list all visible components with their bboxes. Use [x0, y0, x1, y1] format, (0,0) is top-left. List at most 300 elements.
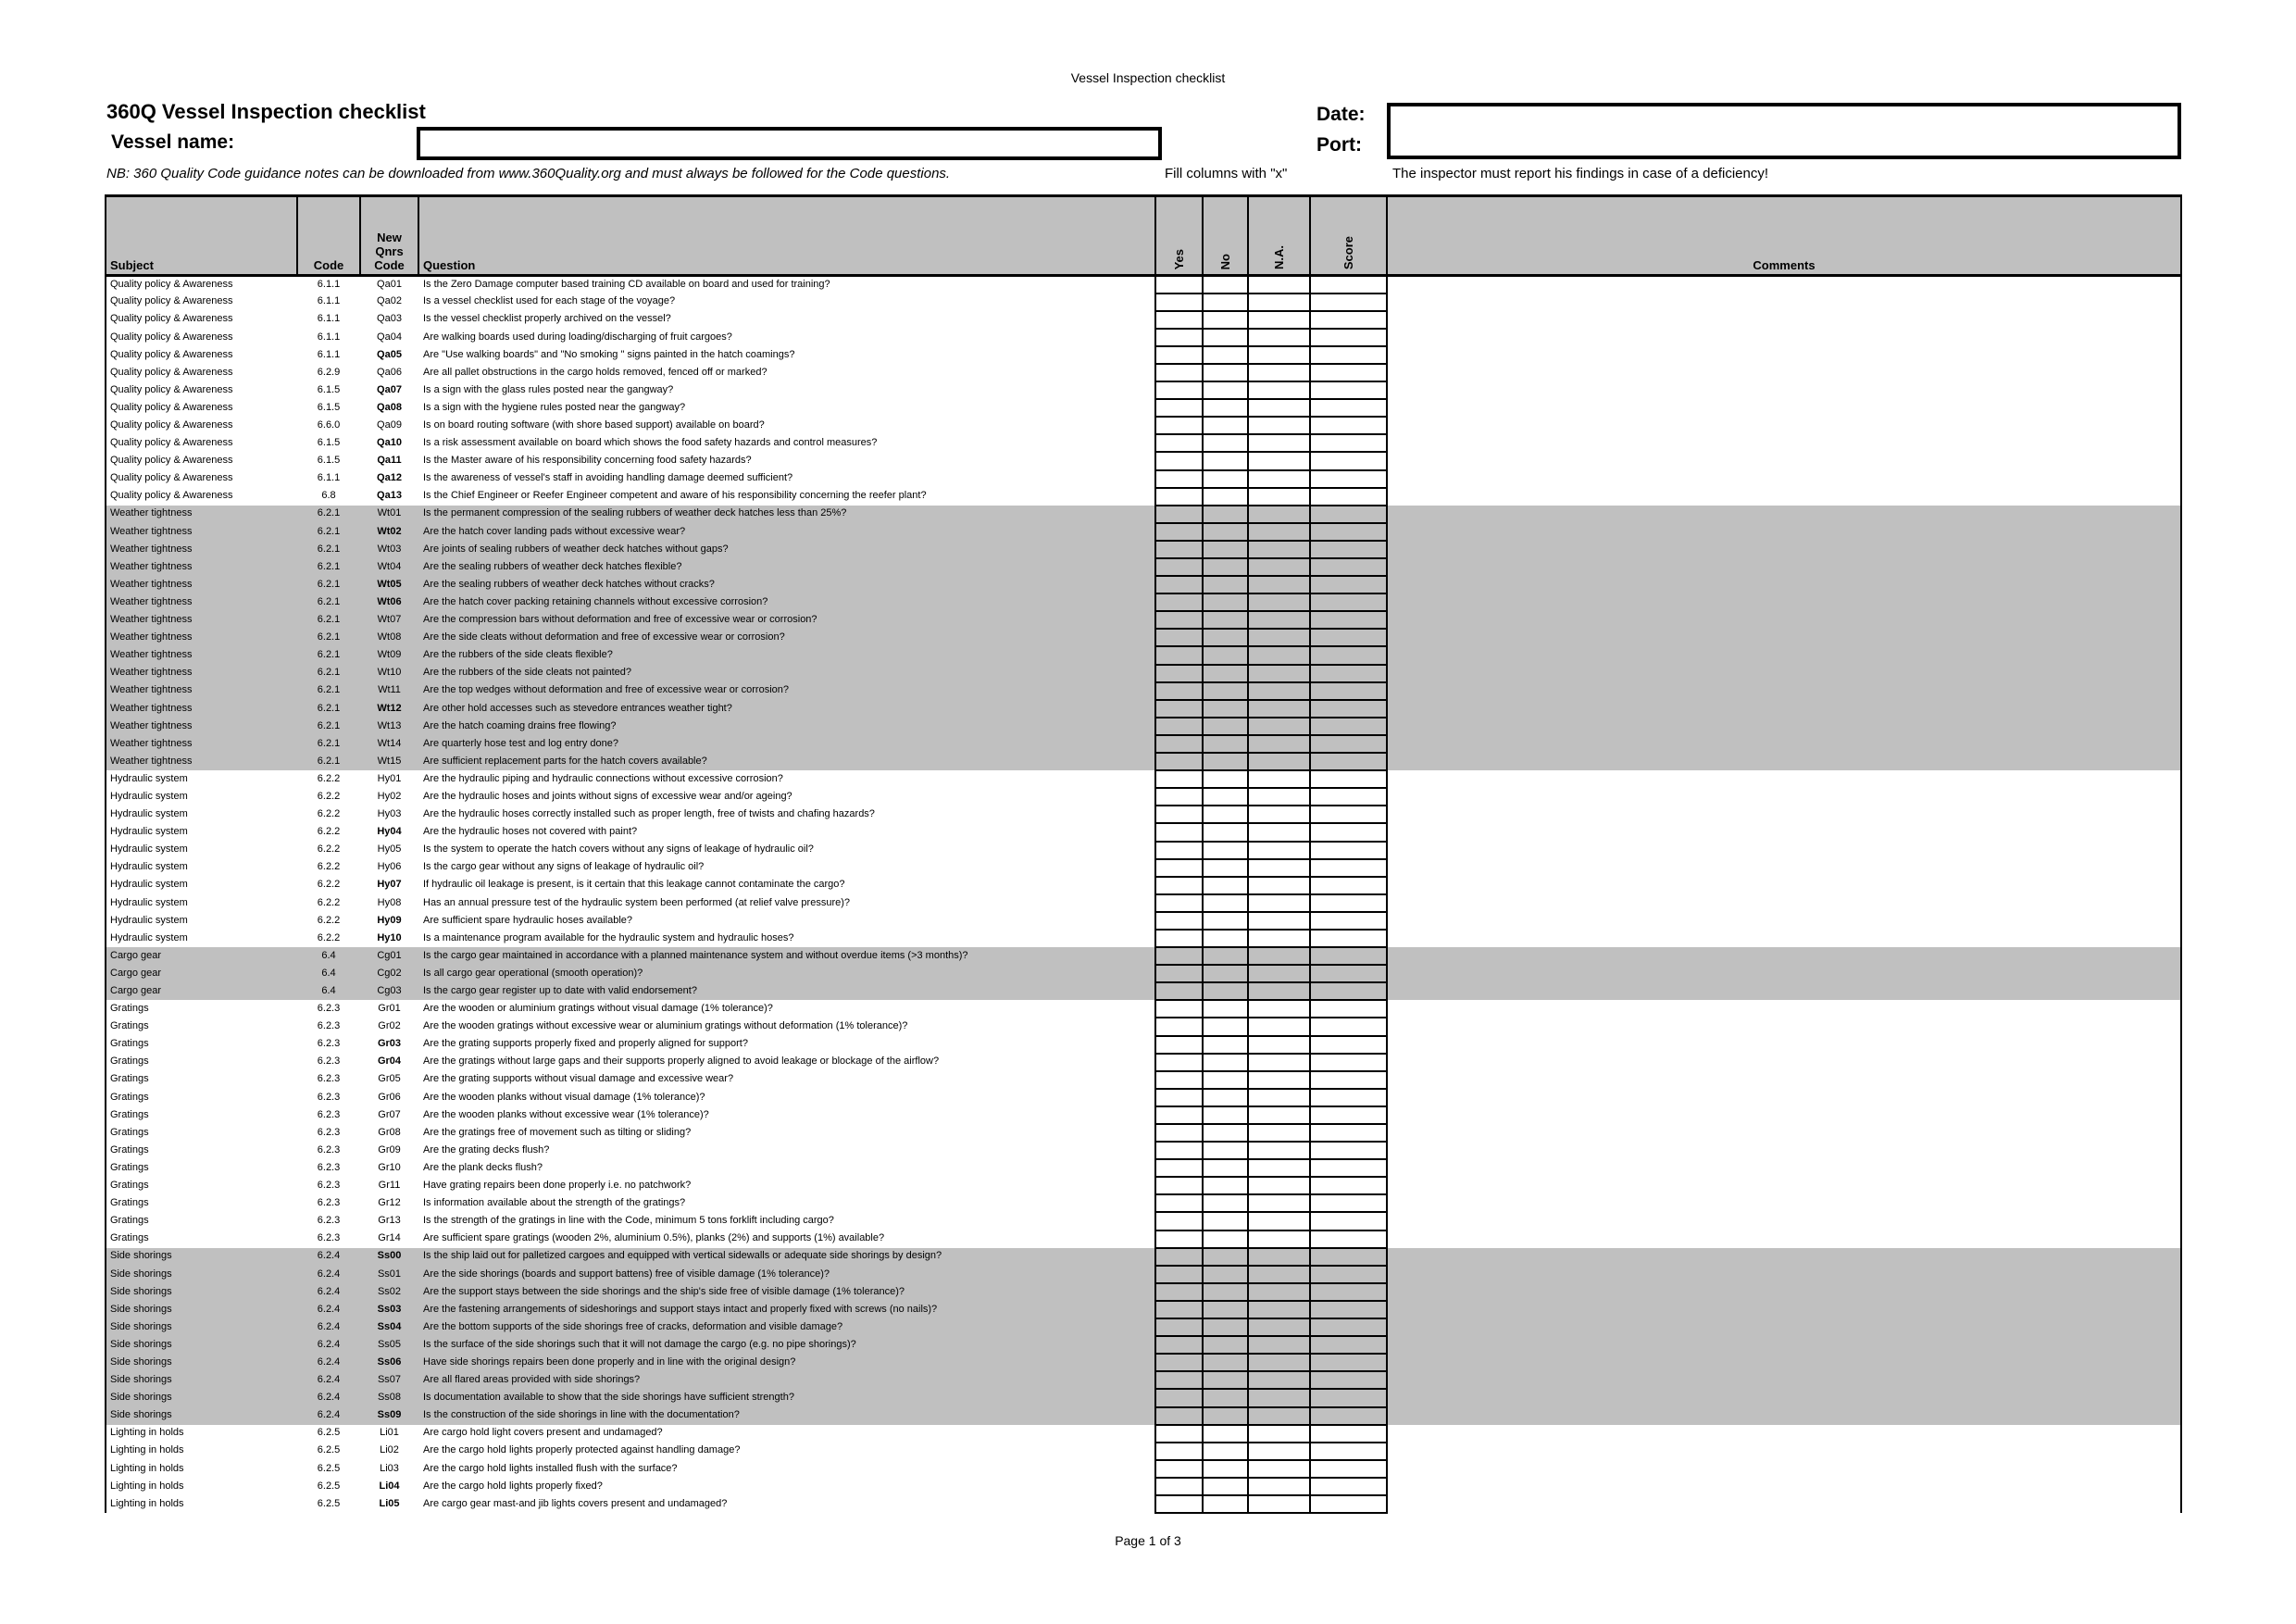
score-cell[interactable] — [1310, 276, 1387, 294]
comment-cell[interactable] — [1387, 965, 2181, 982]
yes-cell[interactable] — [1155, 1212, 1203, 1230]
comment-cell[interactable] — [1387, 1371, 2181, 1389]
no-cell[interactable] — [1203, 1036, 1248, 1054]
yes-cell[interactable] — [1155, 1318, 1203, 1336]
comment-cell[interactable] — [1387, 770, 2181, 788]
yes-cell[interactable] — [1155, 1142, 1203, 1159]
na-cell[interactable] — [1248, 1124, 1310, 1142]
na-cell[interactable] — [1248, 1407, 1310, 1425]
na-cell[interactable] — [1248, 735, 1310, 753]
comment-cell[interactable] — [1387, 1301, 2181, 1318]
no-cell[interactable] — [1203, 806, 1248, 823]
score-cell[interactable] — [1310, 1425, 1387, 1443]
comment-cell[interactable] — [1387, 718, 2181, 735]
comment-cell[interactable] — [1387, 434, 2181, 452]
yes-cell[interactable] — [1155, 682, 1203, 700]
yes-cell[interactable] — [1155, 1177, 1203, 1194]
na-cell[interactable] — [1248, 877, 1310, 894]
score-cell[interactable] — [1310, 381, 1387, 399]
score-cell[interactable] — [1310, 877, 1387, 894]
no-cell[interactable] — [1203, 417, 1248, 434]
no-cell[interactable] — [1203, 381, 1248, 399]
na-cell[interactable] — [1248, 823, 1310, 841]
yes-cell[interactable] — [1155, 276, 1203, 294]
no-cell[interactable] — [1203, 700, 1248, 718]
comment-cell[interactable] — [1387, 646, 2181, 664]
no-cell[interactable] — [1203, 947, 1248, 965]
comment-cell[interactable] — [1387, 912, 2181, 930]
no-cell[interactable] — [1203, 1054, 1248, 1071]
na-cell[interactable] — [1248, 276, 1310, 294]
score-cell[interactable] — [1310, 523, 1387, 541]
no-cell[interactable] — [1203, 294, 1248, 311]
yes-cell[interactable] — [1155, 399, 1203, 417]
yes-cell[interactable] — [1155, 842, 1203, 859]
yes-cell[interactable] — [1155, 576, 1203, 593]
score-cell[interactable] — [1310, 1177, 1387, 1194]
score-cell[interactable] — [1310, 646, 1387, 664]
yes-cell[interactable] — [1155, 364, 1203, 381]
yes-cell[interactable] — [1155, 523, 1203, 541]
yes-cell[interactable] — [1155, 1407, 1203, 1425]
na-cell[interactable] — [1248, 753, 1310, 770]
comment-cell[interactable] — [1387, 894, 2181, 912]
date-port-input[interactable] — [1387, 103, 2181, 159]
score-cell[interactable] — [1310, 629, 1387, 646]
no-cell[interactable] — [1203, 329, 1248, 346]
score-cell[interactable] — [1310, 947, 1387, 965]
yes-cell[interactable] — [1155, 1000, 1203, 1018]
na-cell[interactable] — [1248, 417, 1310, 434]
score-cell[interactable] — [1310, 1142, 1387, 1159]
score-cell[interactable] — [1310, 1159, 1387, 1177]
na-cell[interactable] — [1248, 1460, 1310, 1478]
no-cell[interactable] — [1203, 1443, 1248, 1460]
yes-cell[interactable] — [1155, 381, 1203, 399]
comment-cell[interactable] — [1387, 1018, 2181, 1035]
score-cell[interactable] — [1310, 1336, 1387, 1354]
no-cell[interactable] — [1203, 541, 1248, 558]
comment-cell[interactable] — [1387, 877, 2181, 894]
na-cell[interactable] — [1248, 965, 1310, 982]
comment-cell[interactable] — [1387, 329, 2181, 346]
yes-cell[interactable] — [1155, 488, 1203, 506]
na-cell[interactable] — [1248, 982, 1310, 1000]
na-cell[interactable] — [1248, 541, 1310, 558]
yes-cell[interactable] — [1155, 629, 1203, 646]
comment-cell[interactable] — [1387, 842, 2181, 859]
no-cell[interactable] — [1203, 1301, 1248, 1318]
comment-cell[interactable] — [1387, 311, 2181, 329]
score-cell[interactable] — [1310, 1283, 1387, 1301]
comment-cell[interactable] — [1387, 1478, 2181, 1495]
comment-cell[interactable] — [1387, 558, 2181, 576]
yes-cell[interactable] — [1155, 1495, 1203, 1513]
score-cell[interactable] — [1310, 294, 1387, 311]
score-cell[interactable] — [1310, 788, 1387, 806]
comment-cell[interactable] — [1387, 806, 2181, 823]
comment-cell[interactable] — [1387, 682, 2181, 700]
no-cell[interactable] — [1203, 346, 1248, 364]
score-cell[interactable] — [1310, 735, 1387, 753]
na-cell[interactable] — [1248, 399, 1310, 417]
yes-cell[interactable] — [1155, 541, 1203, 558]
na-cell[interactable] — [1248, 364, 1310, 381]
no-cell[interactable] — [1203, 770, 1248, 788]
comment-cell[interactable] — [1387, 1106, 2181, 1124]
na-cell[interactable] — [1248, 1142, 1310, 1159]
score-cell[interactable] — [1310, 982, 1387, 1000]
comment-cell[interactable] — [1387, 1212, 2181, 1230]
score-cell[interactable] — [1310, 399, 1387, 417]
no-cell[interactable] — [1203, 629, 1248, 646]
comment-cell[interactable] — [1387, 1054, 2181, 1071]
score-cell[interactable] — [1310, 1054, 1387, 1071]
comment-cell[interactable] — [1387, 1142, 2181, 1159]
na-cell[interactable] — [1248, 452, 1310, 469]
comment-cell[interactable] — [1387, 947, 2181, 965]
na-cell[interactable] — [1248, 1071, 1310, 1089]
comment-cell[interactable] — [1387, 399, 2181, 417]
na-cell[interactable] — [1248, 1018, 1310, 1035]
na-cell[interactable] — [1248, 294, 1310, 311]
na-cell[interactable] — [1248, 718, 1310, 735]
no-cell[interactable] — [1203, 558, 1248, 576]
no-cell[interactable] — [1203, 1425, 1248, 1443]
na-cell[interactable] — [1248, 470, 1310, 488]
yes-cell[interactable] — [1155, 930, 1203, 947]
na-cell[interactable] — [1248, 629, 1310, 646]
yes-cell[interactable] — [1155, 665, 1203, 682]
no-cell[interactable] — [1203, 823, 1248, 841]
score-cell[interactable] — [1310, 1124, 1387, 1142]
yes-cell[interactable] — [1155, 646, 1203, 664]
score-cell[interactable] — [1310, 894, 1387, 912]
comment-cell[interactable] — [1387, 1248, 2181, 1266]
score-cell[interactable] — [1310, 912, 1387, 930]
yes-cell[interactable] — [1155, 593, 1203, 611]
na-cell[interactable] — [1248, 682, 1310, 700]
no-cell[interactable] — [1203, 665, 1248, 682]
score-cell[interactable] — [1310, 1266, 1387, 1283]
na-cell[interactable] — [1248, 1425, 1310, 1443]
yes-cell[interactable] — [1155, 1389, 1203, 1406]
na-cell[interactable] — [1248, 523, 1310, 541]
no-cell[interactable] — [1203, 1478, 1248, 1495]
na-cell[interactable] — [1248, 1089, 1310, 1106]
yes-cell[interactable] — [1155, 947, 1203, 965]
yes-cell[interactable] — [1155, 1443, 1203, 1460]
no-cell[interactable] — [1203, 1018, 1248, 1035]
comment-cell[interactable] — [1387, 523, 2181, 541]
yes-cell[interactable] — [1155, 1248, 1203, 1266]
no-cell[interactable] — [1203, 1106, 1248, 1124]
yes-cell[interactable] — [1155, 294, 1203, 311]
na-cell[interactable] — [1248, 859, 1310, 877]
no-cell[interactable] — [1203, 1318, 1248, 1336]
score-cell[interactable] — [1310, 593, 1387, 611]
comment-cell[interactable] — [1387, 1283, 2181, 1301]
score-cell[interactable] — [1310, 488, 1387, 506]
na-cell[interactable] — [1248, 806, 1310, 823]
yes-cell[interactable] — [1155, 1054, 1203, 1071]
comment-cell[interactable] — [1387, 1318, 2181, 1336]
no-cell[interactable] — [1203, 1283, 1248, 1301]
yes-cell[interactable] — [1155, 434, 1203, 452]
score-cell[interactable] — [1310, 576, 1387, 593]
score-cell[interactable] — [1310, 930, 1387, 947]
no-cell[interactable] — [1203, 965, 1248, 982]
yes-cell[interactable] — [1155, 452, 1203, 469]
yes-cell[interactable] — [1155, 912, 1203, 930]
no-cell[interactable] — [1203, 1266, 1248, 1283]
no-cell[interactable] — [1203, 930, 1248, 947]
na-cell[interactable] — [1248, 1230, 1310, 1248]
yes-cell[interactable] — [1155, 806, 1203, 823]
no-cell[interactable] — [1203, 470, 1248, 488]
comment-cell[interactable] — [1387, 1266, 2181, 1283]
score-cell[interactable] — [1310, 823, 1387, 841]
comment-cell[interactable] — [1387, 1194, 2181, 1212]
comment-cell[interactable] — [1387, 1425, 2181, 1443]
score-cell[interactable] — [1310, 965, 1387, 982]
score-cell[interactable] — [1310, 1478, 1387, 1495]
comment-cell[interactable] — [1387, 364, 2181, 381]
comment-cell[interactable] — [1387, 276, 2181, 294]
comment-cell[interactable] — [1387, 488, 2181, 506]
score-cell[interactable] — [1310, 1248, 1387, 1266]
yes-cell[interactable] — [1155, 1230, 1203, 1248]
score-cell[interactable] — [1310, 1371, 1387, 1389]
na-cell[interactable] — [1248, 1248, 1310, 1266]
score-cell[interactable] — [1310, 842, 1387, 859]
yes-cell[interactable] — [1155, 1194, 1203, 1212]
na-cell[interactable] — [1248, 1036, 1310, 1054]
comment-cell[interactable] — [1387, 1089, 2181, 1106]
yes-cell[interactable] — [1155, 1266, 1203, 1283]
no-cell[interactable] — [1203, 1124, 1248, 1142]
comment-cell[interactable] — [1387, 753, 2181, 770]
no-cell[interactable] — [1203, 646, 1248, 664]
yes-cell[interactable] — [1155, 1425, 1203, 1443]
comment-cell[interactable] — [1387, 1177, 2181, 1194]
score-cell[interactable] — [1310, 1089, 1387, 1106]
yes-cell[interactable] — [1155, 417, 1203, 434]
no-cell[interactable] — [1203, 276, 1248, 294]
no-cell[interactable] — [1203, 1142, 1248, 1159]
vessel-name-input[interactable] — [417, 127, 1162, 160]
no-cell[interactable] — [1203, 399, 1248, 417]
no-cell[interactable] — [1203, 1460, 1248, 1478]
no-cell[interactable] — [1203, 523, 1248, 541]
na-cell[interactable] — [1248, 1354, 1310, 1371]
no-cell[interactable] — [1203, 434, 1248, 452]
score-cell[interactable] — [1310, 434, 1387, 452]
yes-cell[interactable] — [1155, 1089, 1203, 1106]
score-cell[interactable] — [1310, 346, 1387, 364]
score-cell[interactable] — [1310, 1212, 1387, 1230]
comment-cell[interactable] — [1387, 1443, 2181, 1460]
yes-cell[interactable] — [1155, 788, 1203, 806]
score-cell[interactable] — [1310, 1495, 1387, 1513]
yes-cell[interactable] — [1155, 823, 1203, 841]
na-cell[interactable] — [1248, 947, 1310, 965]
score-cell[interactable] — [1310, 1407, 1387, 1425]
na-cell[interactable] — [1248, 1443, 1310, 1460]
na-cell[interactable] — [1248, 912, 1310, 930]
score-cell[interactable] — [1310, 1230, 1387, 1248]
yes-cell[interactable] — [1155, 735, 1203, 753]
no-cell[interactable] — [1203, 1159, 1248, 1177]
comment-cell[interactable] — [1387, 823, 2181, 841]
na-cell[interactable] — [1248, 346, 1310, 364]
comment-cell[interactable] — [1387, 1389, 2181, 1406]
no-cell[interactable] — [1203, 1230, 1248, 1248]
comment-cell[interactable] — [1387, 1036, 2181, 1054]
no-cell[interactable] — [1203, 1495, 1248, 1513]
comment-cell[interactable] — [1387, 859, 2181, 877]
score-cell[interactable] — [1310, 1018, 1387, 1035]
score-cell[interactable] — [1310, 364, 1387, 381]
na-cell[interactable] — [1248, 558, 1310, 576]
no-cell[interactable] — [1203, 576, 1248, 593]
no-cell[interactable] — [1203, 859, 1248, 877]
comment-cell[interactable] — [1387, 1407, 2181, 1425]
no-cell[interactable] — [1203, 753, 1248, 770]
no-cell[interactable] — [1203, 1248, 1248, 1266]
no-cell[interactable] — [1203, 735, 1248, 753]
no-cell[interactable] — [1203, 842, 1248, 859]
no-cell[interactable] — [1203, 894, 1248, 912]
comment-cell[interactable] — [1387, 611, 2181, 629]
na-cell[interactable] — [1248, 1478, 1310, 1495]
na-cell[interactable] — [1248, 894, 1310, 912]
na-cell[interactable] — [1248, 611, 1310, 629]
comment-cell[interactable] — [1387, 576, 2181, 593]
no-cell[interactable] — [1203, 1336, 1248, 1354]
comment-cell[interactable] — [1387, 506, 2181, 523]
score-cell[interactable] — [1310, 1389, 1387, 1406]
na-cell[interactable] — [1248, 665, 1310, 682]
na-cell[interactable] — [1248, 1301, 1310, 1318]
score-cell[interactable] — [1310, 452, 1387, 469]
score-cell[interactable] — [1310, 1443, 1387, 1460]
na-cell[interactable] — [1248, 1159, 1310, 1177]
score-cell[interactable] — [1310, 1301, 1387, 1318]
comment-cell[interactable] — [1387, 982, 2181, 1000]
comment-cell[interactable] — [1387, 788, 2181, 806]
na-cell[interactable] — [1248, 434, 1310, 452]
no-cell[interactable] — [1203, 311, 1248, 329]
na-cell[interactable] — [1248, 1212, 1310, 1230]
na-cell[interactable] — [1248, 1000, 1310, 1018]
score-cell[interactable] — [1310, 806, 1387, 823]
yes-cell[interactable] — [1155, 1159, 1203, 1177]
score-cell[interactable] — [1310, 1036, 1387, 1054]
comment-cell[interactable] — [1387, 417, 2181, 434]
comment-cell[interactable] — [1387, 1495, 2181, 1513]
na-cell[interactable] — [1248, 1336, 1310, 1354]
na-cell[interactable] — [1248, 1054, 1310, 1071]
comment-cell[interactable] — [1387, 1071, 2181, 1089]
no-cell[interactable] — [1203, 1354, 1248, 1371]
comment-cell[interactable] — [1387, 346, 2181, 364]
yes-cell[interactable] — [1155, 1336, 1203, 1354]
comment-cell[interactable] — [1387, 1336, 2181, 1354]
score-cell[interactable] — [1310, 1071, 1387, 1089]
yes-cell[interactable] — [1155, 965, 1203, 982]
yes-cell[interactable] — [1155, 1071, 1203, 1089]
comment-cell[interactable] — [1387, 665, 2181, 682]
yes-cell[interactable] — [1155, 982, 1203, 1000]
yes-cell[interactable] — [1155, 611, 1203, 629]
yes-cell[interactable] — [1155, 329, 1203, 346]
yes-cell[interactable] — [1155, 770, 1203, 788]
comment-cell[interactable] — [1387, 735, 2181, 753]
no-cell[interactable] — [1203, 1177, 1248, 1194]
yes-cell[interactable] — [1155, 1036, 1203, 1054]
no-cell[interactable] — [1203, 593, 1248, 611]
comment-cell[interactable] — [1387, 470, 2181, 488]
no-cell[interactable] — [1203, 1194, 1248, 1212]
comment-cell[interactable] — [1387, 593, 2181, 611]
no-cell[interactable] — [1203, 1000, 1248, 1018]
comment-cell[interactable] — [1387, 381, 2181, 399]
no-cell[interactable] — [1203, 452, 1248, 469]
score-cell[interactable] — [1310, 1106, 1387, 1124]
no-cell[interactable] — [1203, 788, 1248, 806]
score-cell[interactable] — [1310, 1354, 1387, 1371]
na-cell[interactable] — [1248, 842, 1310, 859]
score-cell[interactable] — [1310, 770, 1387, 788]
na-cell[interactable] — [1248, 593, 1310, 611]
score-cell[interactable] — [1310, 859, 1387, 877]
yes-cell[interactable] — [1155, 1301, 1203, 1318]
na-cell[interactable] — [1248, 1194, 1310, 1212]
no-cell[interactable] — [1203, 506, 1248, 523]
score-cell[interactable] — [1310, 700, 1387, 718]
comment-cell[interactable] — [1387, 1159, 2181, 1177]
yes-cell[interactable] — [1155, 1478, 1203, 1495]
no-cell[interactable] — [1203, 1389, 1248, 1406]
no-cell[interactable] — [1203, 1371, 1248, 1389]
comment-cell[interactable] — [1387, 1460, 2181, 1478]
no-cell[interactable] — [1203, 1089, 1248, 1106]
comment-cell[interactable] — [1387, 1124, 2181, 1142]
score-cell[interactable] — [1310, 611, 1387, 629]
comment-cell[interactable] — [1387, 700, 2181, 718]
score-cell[interactable] — [1310, 1000, 1387, 1018]
yes-cell[interactable] — [1155, 1354, 1203, 1371]
no-cell[interactable] — [1203, 488, 1248, 506]
comment-cell[interactable] — [1387, 629, 2181, 646]
comment-cell[interactable] — [1387, 452, 2181, 469]
yes-cell[interactable] — [1155, 1018, 1203, 1035]
yes-cell[interactable] — [1155, 470, 1203, 488]
no-cell[interactable] — [1203, 1212, 1248, 1230]
yes-cell[interactable] — [1155, 718, 1203, 735]
no-cell[interactable] — [1203, 1407, 1248, 1425]
score-cell[interactable] — [1310, 718, 1387, 735]
yes-cell[interactable] — [1155, 506, 1203, 523]
yes-cell[interactable] — [1155, 1371, 1203, 1389]
yes-cell[interactable] — [1155, 877, 1203, 894]
yes-cell[interactable] — [1155, 1124, 1203, 1142]
score-cell[interactable] — [1310, 470, 1387, 488]
na-cell[interactable] — [1248, 646, 1310, 664]
na-cell[interactable] — [1248, 576, 1310, 593]
yes-cell[interactable] — [1155, 346, 1203, 364]
